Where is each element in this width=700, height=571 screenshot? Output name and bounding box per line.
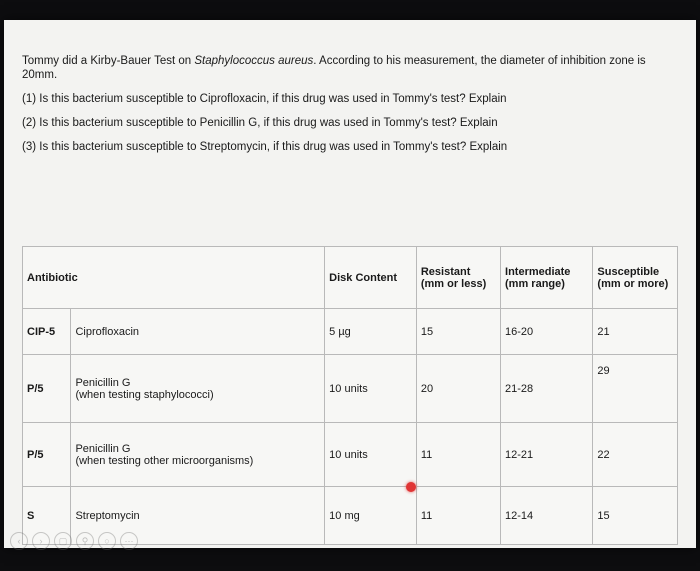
question-3: (3) Is this bacterium susceptible to Streptomycin, if this drug was used in Tommy's test? Explain (22, 141, 508, 153)
question-block (22, 54, 682, 164)
zoom-icon[interactable]: ○ (98, 532, 116, 550)
row-resistant: 11 (416, 487, 500, 545)
row-code: CIP-5 (23, 309, 71, 355)
question-2: (2) Is this bacterium susceptible to Penicillin G, if this drug was used in Tommy's test? Explain (22, 117, 498, 129)
back-icon[interactable]: ‹ (10, 532, 28, 550)
row-susceptible: 15 (593, 487, 678, 545)
header-resistant: Resistant (mm or less) (416, 247, 500, 309)
table-header-row (23, 247, 678, 309)
row-resistant: 20 (416, 355, 500, 423)
question-1: (1) Is this bacterium susceptible to Ciprofloxacin, if this drug was used in Tommy's test? Explain (22, 93, 507, 105)
header-susceptible: Susceptible (mm or more) (593, 247, 678, 309)
more-icon[interactable]: ⋯ (120, 532, 138, 550)
table-row (23, 355, 678, 423)
row-intermediate: 16-20 (501, 309, 593, 355)
row-antibiotic-name: Ciprofloxacin (71, 309, 325, 355)
antibiotic-table (22, 246, 678, 545)
row-resistant: 15 (416, 309, 500, 355)
row-code: P/5 (23, 355, 71, 423)
header-disk-content: Disk Content (325, 247, 417, 309)
row-antibiotic-name: Penicillin G (when testing staphylococci) (71, 355, 325, 423)
table-row (23, 309, 678, 355)
document-page (4, 20, 696, 548)
pointer-cursor-icon (406, 482, 416, 492)
row-susceptible: 22 (593, 423, 678, 487)
row-antibiotic-name: Penicillin G (when testing other microorganisms) (71, 423, 325, 487)
row-antibiotic-name: Streptomycin (71, 487, 325, 545)
search-icon[interactable]: ⚲ (76, 532, 94, 550)
header-antibiotic: Antibiotic (23, 247, 325, 309)
header-intermediate: Intermediate (mm range) (501, 247, 593, 309)
row-disk-content: 10 mg (325, 487, 417, 545)
organism-name: Staphylococcus aureus (194, 55, 314, 67)
row-susceptible: 29 (593, 355, 678, 423)
row-disk-content: 5 µg (325, 309, 417, 355)
row-resistant: 11 (416, 423, 500, 487)
row-code: P/5 (23, 423, 71, 487)
row-susceptible: 21 (593, 309, 678, 355)
row-code: S (23, 487, 71, 545)
row-intermediate: 21-28 (501, 355, 593, 423)
question-intro: Tommy did a Kirby-Bauer Test on Staphylococcus aureus. According to his measurement, the diameter of inhibition zone is 20mm. (22, 55, 646, 81)
table-row (23, 423, 678, 487)
faded-toolbar (10, 532, 138, 550)
page-icon[interactable]: ▢ (54, 532, 72, 550)
row-intermediate: 12-14 (501, 487, 593, 545)
row-disk-content: 10 units (325, 355, 417, 423)
row-disk-content: 10 units (325, 423, 417, 487)
forward-icon[interactable]: › (32, 532, 50, 550)
row-intermediate: 12-21 (501, 423, 593, 487)
